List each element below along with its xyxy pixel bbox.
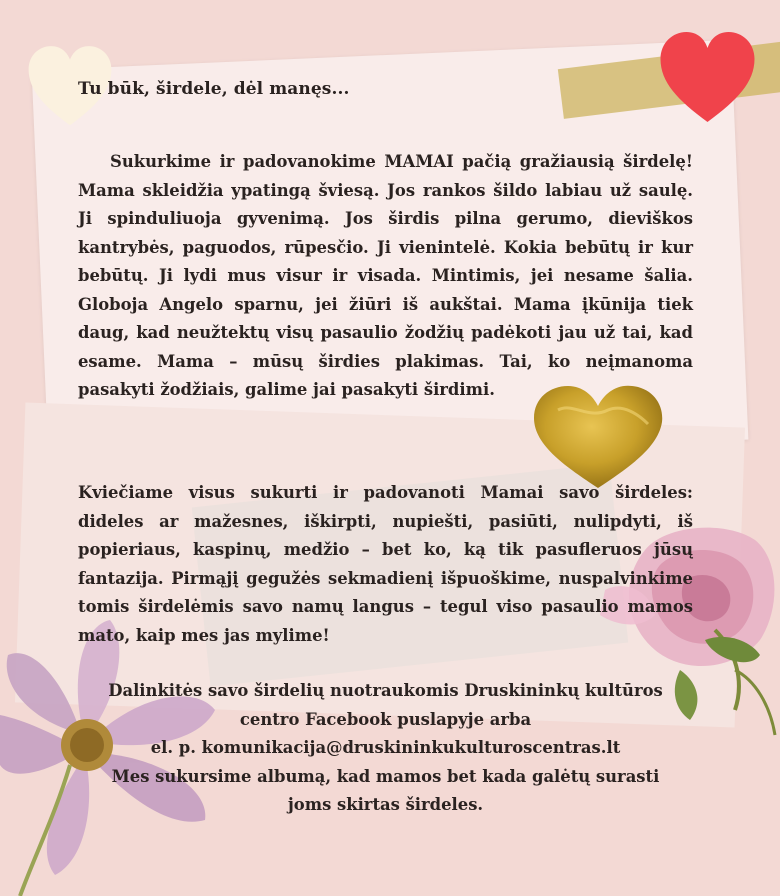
email-link[interactable]: el. p. komunikacija@druskininkukulturoscentras.lt [150,738,621,757]
contact-line: Dalinkitės savo širdelių nuotraukomis Druskininkų kultūros [108,681,663,700]
contact-block [78,677,693,820]
red-heart-icon [655,28,760,128]
contact-line: centro Facebook puslapyje arba [239,709,532,729]
page-title: Tu būk, širdele, dėl manęs... [78,79,350,99]
contact-line: Mes sukursime albumą, kad mamos bet kada galėtų surasti [111,766,660,786]
paragraph-invitation: Kviečiame visus sukurti ir padovanoti Mamai savo širdeles: dideles ar mažesnes, iškirpti, nupiešti, pasiūti, nulipdyti, iš popieriaus, kaspinų, medžio – bet ko, ką tik pasufleruos jūsų fantazija. Pirmąjį gegužės sekmadienį išpuoškime, nuspalvinkime tomis širdelėmis savo namų langus – tegul viso pasaulio mamos mato, kaip mes jas mylime! [78,483,693,645]
contact-line: joms skirtas širdeles. [287,795,484,814]
paragraph-intro: Sukurkime ir padovanokime MAMAI pačią gražiausią širdelę! Mama skleidžia ypatingą šviesą. Jos rankos šildo labiau už saulę. Ji spinduliuoja gyvenimą. Jos širdis pilna gerumo, dieviškos kantrybės, paguodos, rūpesčio. Ji vienintelė. Kokia bebūtų ir kur bebūtų. Ji lydi mus visur ir visada. Mintimis, jei nesame šalia. Globoja Angelo sparnu, jei žiūri iš aukštai. Mama įkūnija tiek daug, kad neužtektų visų pasaulio žodžių padėkoti jau už tai, kad esame. Mama – mūsų širdies plakimas. Tai, ko neįmanoma pasakyti žodžiais, galime jai pasakyti širdimi. [78,152,693,399]
